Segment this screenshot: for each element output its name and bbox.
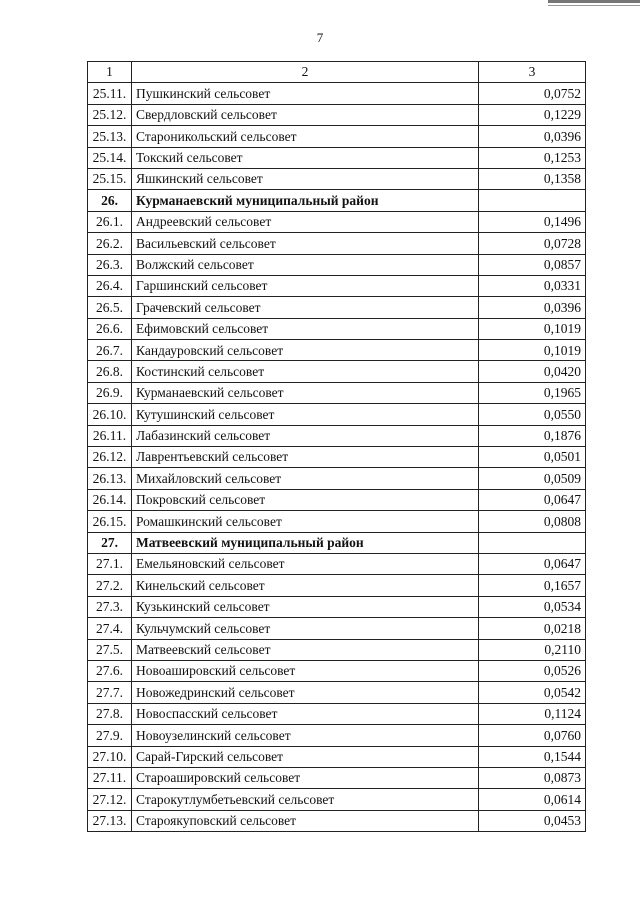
row-name-cell: Грачевский сельсовет (132, 297, 479, 318)
row-number-cell: 26.14. (88, 489, 132, 510)
row-number-cell: 26.2. (88, 233, 132, 254)
table-row (88, 318, 586, 339)
row-value-cell (479, 532, 586, 553)
row-number-cell: 25.13. (88, 126, 132, 147)
table-row (88, 789, 586, 810)
table-row (88, 104, 586, 125)
row-number-cell: 26. (88, 190, 132, 211)
row-number-cell: 27.5. (88, 639, 132, 660)
group-header-row (88, 190, 586, 211)
row-number-cell: 27.8. (88, 703, 132, 724)
column-header-3: 3 (479, 62, 586, 83)
row-name-cell: Староникольский сельсовет (132, 126, 479, 147)
table-row (88, 575, 586, 596)
row-value-cell: 0,1019 (479, 318, 586, 339)
table-row (88, 511, 586, 532)
row-value-cell: 0,1229 (479, 104, 586, 125)
row-number-cell: 27.11. (88, 767, 132, 788)
row-value-cell: 0,0509 (479, 468, 586, 489)
row-value-cell: 0,0331 (479, 275, 586, 296)
row-name-cell: Ромашкинский сельсовет (132, 511, 479, 532)
table-row (88, 682, 586, 703)
row-name-cell: Михайловский сельсовет (132, 468, 479, 489)
row-number-cell: 25.12. (88, 104, 132, 125)
table-row (88, 746, 586, 767)
row-name-cell: Лаврентьевский сельсовет (132, 447, 479, 468)
row-name-cell: Лабазинский сельсовет (132, 425, 479, 446)
table-row (88, 254, 586, 275)
row-number-cell: 27.3. (88, 596, 132, 617)
row-value-cell: 0,0857 (479, 254, 586, 275)
row-name-cell: Кандауровский сельсовет (132, 340, 479, 361)
table-row (88, 810, 586, 831)
table-row (88, 297, 586, 318)
row-value-cell: 0,1358 (479, 168, 586, 189)
row-number-cell: 26.8. (88, 361, 132, 382)
group-header-row (88, 532, 586, 553)
row-number-cell: 27.6. (88, 660, 132, 681)
table-body (88, 62, 586, 832)
row-value-cell: 0,1544 (479, 746, 586, 767)
row-number-cell: 26.12. (88, 447, 132, 468)
row-number-cell: 26.7. (88, 340, 132, 361)
row-value-cell: 0,0501 (479, 447, 586, 468)
row-number-cell: 27.2. (88, 575, 132, 596)
row-name-cell: Кутушинский сельсовет (132, 404, 479, 425)
row-name-cell: Кульчумский сельсовет (132, 618, 479, 639)
row-value-cell: 0,0420 (479, 361, 586, 382)
row-name-cell: Новожедринский сельсовет (132, 682, 479, 703)
row-name-cell: Сарай-Гирский сельсовет (132, 746, 479, 767)
table-row (88, 382, 586, 403)
row-number-cell: 25.15. (88, 168, 132, 189)
table-row (88, 404, 586, 425)
table-row (88, 447, 586, 468)
row-name-cell: Староякуповский сельсовет (132, 810, 479, 831)
row-name-cell: Емельяновский сельсовет (132, 553, 479, 574)
row-number-cell: 27.1. (88, 553, 132, 574)
table-row (88, 489, 586, 510)
row-value-cell: 0,0647 (479, 489, 586, 510)
row-name-cell: Матвеевский муниципальный район (132, 532, 479, 553)
row-value-cell (479, 190, 586, 211)
row-number-cell: 27. (88, 532, 132, 553)
row-name-cell: Старокутлумбетьевский сельсовет (132, 789, 479, 810)
row-value-cell: 0,0218 (479, 618, 586, 639)
row-number-cell: 27.7. (88, 682, 132, 703)
table-row (88, 275, 586, 296)
row-value-cell: 0,0534 (479, 596, 586, 617)
row-value-cell: 0,1876 (479, 425, 586, 446)
row-name-cell: Ефимовский сельсовет (132, 318, 479, 339)
allocation-table (87, 61, 586, 832)
row-value-cell: 0,2110 (479, 639, 586, 660)
row-value-cell: 0,0453 (479, 810, 586, 831)
row-name-cell: Курманаевский муниципальный район (132, 190, 479, 211)
row-number-cell: 25.14. (88, 147, 132, 168)
row-number-cell: 26.5. (88, 297, 132, 318)
row-number-cell: 25.11. (88, 83, 132, 104)
page-number: 7 (316, 30, 324, 45)
row-value-cell: 0,0550 (479, 404, 586, 425)
table-row (88, 361, 586, 382)
row-name-cell: Староашировский сельсовет (132, 767, 479, 788)
table-row (88, 168, 586, 189)
row-number-cell: 26.13. (88, 468, 132, 489)
table-row (88, 618, 586, 639)
row-name-cell: Курманаевский сельсовет (132, 382, 479, 403)
row-value-cell: 0,1657 (479, 575, 586, 596)
table-row (88, 468, 586, 489)
table-row (88, 126, 586, 147)
table-row (88, 703, 586, 724)
row-number-cell: 27.13. (88, 810, 132, 831)
row-value-cell: 0,1496 (479, 211, 586, 232)
table-row (88, 233, 586, 254)
table-row (88, 83, 586, 104)
row-number-cell: 26.3. (88, 254, 132, 275)
row-value-cell: 0,0808 (479, 511, 586, 532)
table-header-row (88, 62, 586, 83)
row-number-cell: 27.12. (88, 789, 132, 810)
column-header-2: 2 (132, 62, 479, 83)
row-name-cell: Кинельский сельсовет (132, 575, 479, 596)
table-row (88, 425, 586, 446)
row-name-cell: Гаршинский сельсовет (132, 275, 479, 296)
table-row (88, 596, 586, 617)
row-value-cell: 0,0873 (479, 767, 586, 788)
row-value-cell: 0,1124 (479, 703, 586, 724)
table-row (88, 553, 586, 574)
row-value-cell: 0,0728 (479, 233, 586, 254)
row-value-cell: 0,0647 (479, 553, 586, 574)
row-value-cell: 0,0396 (479, 126, 586, 147)
row-number-cell: 26.4. (88, 275, 132, 296)
row-name-cell: Новоспасский сельсовет (132, 703, 479, 724)
table-row (88, 725, 586, 746)
row-name-cell: Новоашировский сельсовет (132, 660, 479, 681)
row-name-cell: Васильевский сельсовет (132, 233, 479, 254)
row-number-cell: 26.1. (88, 211, 132, 232)
row-number-cell: 26.11. (88, 425, 132, 446)
row-name-cell: Покровский сельсовет (132, 489, 479, 510)
row-name-cell: Новоузелинский сельсовет (132, 725, 479, 746)
row-value-cell: 0,0396 (479, 297, 586, 318)
row-name-cell: Пушкинский сельсовет (132, 83, 479, 104)
row-name-cell: Волжский сельсовет (132, 254, 479, 275)
row-name-cell: Яшкинский сельсовет (132, 168, 479, 189)
row-value-cell: 0,1019 (479, 340, 586, 361)
row-value-cell: 0,0614 (479, 789, 586, 810)
row-value-cell: 0,0542 (479, 682, 586, 703)
row-value-cell: 0,0752 (479, 83, 586, 104)
row-value-cell: 0,1253 (479, 147, 586, 168)
row-name-cell: Костинский сельсовет (132, 361, 479, 382)
row-number-cell: 27.9. (88, 725, 132, 746)
row-name-cell: Токский сельсовет (132, 147, 479, 168)
row-number-cell: 26.6. (88, 318, 132, 339)
row-name-cell: Андреевский сельсовет (132, 211, 479, 232)
table-row (88, 340, 586, 361)
column-header-1: 1 (88, 62, 132, 83)
row-number-cell: 26.15. (88, 511, 132, 532)
row-value-cell: 0,0526 (479, 660, 586, 681)
table-row (88, 147, 586, 168)
row-name-cell: Матвеевский сельсовет (132, 639, 479, 660)
table-row (88, 660, 586, 681)
table-row (88, 767, 586, 788)
row-number-cell: 26.10. (88, 404, 132, 425)
row-value-cell: 0,1965 (479, 382, 586, 403)
table-row (88, 211, 586, 232)
row-value-cell: 0,0760 (479, 725, 586, 746)
row-number-cell: 26.9. (88, 382, 132, 403)
row-number-cell: 27.4. (88, 618, 132, 639)
table-row (88, 639, 586, 660)
scan-corner-mark (548, 0, 640, 6)
row-name-cell: Свердловский сельсовет (132, 104, 479, 125)
row-name-cell: Кузькинский сельсовет (132, 596, 479, 617)
row-number-cell: 27.10. (88, 746, 132, 767)
